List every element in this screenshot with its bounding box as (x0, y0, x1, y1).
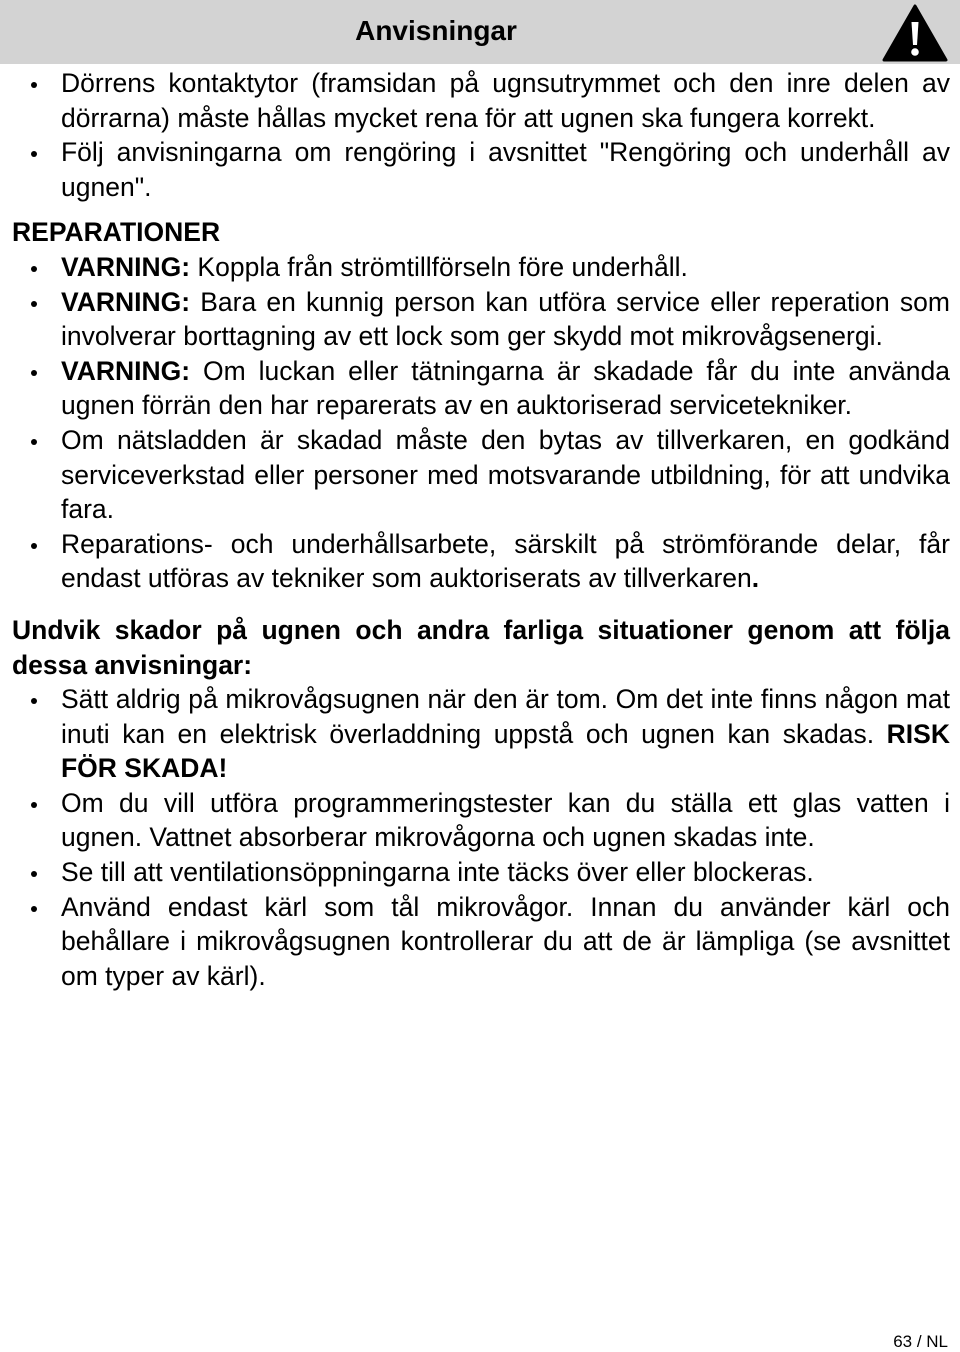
list-item-text: Sätt aldrig på mikrovågsugnen när den är tom. Om det inte finns någon mat inuti kan en elektrisk överladdning uppstå och ugnen kan skadas. (61, 684, 950, 749)
list-item-text: Bara en kunnig person kan utföra service eller reperation som involverar borttagning av ett lock som ger skydd mot mikrovågsenergi. (61, 286, 950, 352)
page-number: 63 / NL (893, 1332, 948, 1351)
document-body (12, 66, 950, 993)
list-item-text: Koppla från strömtillförseln före underhåll. (190, 251, 688, 282)
list-item (12, 285, 950, 354)
list-item-text: Se till att ventilationsöppningarna inte täcks över eller blockeras. (61, 857, 814, 888)
list-item-text: Om nätsladden är skadad måste den bytas av tillverkaren, en godkänd serviceverkstad eller personer med motsvarande utbildning, för att undvika fara. (61, 424, 950, 525)
list-item-text: Använd endast kärl som tål mikrovågor. Innan du använder kärl och behållare i mikrovågsugnen kontrollerar du att de är lämpliga (se avsnittet om typer av kärl). (61, 891, 950, 991)
warning-lead: VARNING: (61, 355, 191, 386)
list-item-text: Om du vill utföra programmeringstester kan du ställa ett glas vatten i ugnen. Vattnet absorberar mikrovågorna och ugnen skadas inte. (61, 787, 950, 853)
list-item-text: Reparations- och underhållsarbete, särskilt på strömförande delar, får endast utföras av tekniker som auktoriserats av tillverkaren (61, 528, 950, 594)
list-item (12, 423, 950, 527)
list-item (12, 250, 950, 285)
list-item-tail: . (751, 563, 760, 594)
section-title: Anvisningar (355, 15, 517, 46)
list-item (12, 354, 950, 423)
list-item (12, 855, 950, 890)
intro-list (12, 66, 950, 204)
list-item (12, 890, 950, 994)
warning-lead: VARNING: (61, 286, 191, 317)
list-item (12, 66, 950, 135)
list-item (12, 135, 950, 204)
avoid-list (12, 682, 950, 993)
repairs-heading: REPARATIONER (12, 217, 221, 248)
list-item (12, 786, 950, 855)
warning-lead: VARNING: (61, 251, 191, 282)
list-item-text: Följ anvisningarna om rengöring i avsnittet "Rengöring och underhåll av ugnen". (61, 137, 950, 202)
risk-emphasis: RISK FÖR SKADA! (61, 718, 950, 784)
list-item (12, 527, 950, 596)
avoid-heading: Undvik skador på ugnen och andra farliga situationer genom att följa dessa anvisningar: (12, 614, 950, 680)
list-item (12, 682, 950, 786)
warning-triangle-icon (880, 2, 950, 64)
section-header-bar (0, 0, 960, 64)
list-item-text: Dörrens kontaktytor (framsidan på ugnsutrymmet och den inre delen av dörrarna) måste hållas mycket rena för att ugnen ska fungera korrekt. (61, 68, 950, 133)
repairs-list (12, 250, 950, 596)
list-item-text: Om luckan eller tätningarna är skadade får du inte använda ugnen förrän den har reparerats av en auktoriserad servicetekniker. (61, 355, 950, 421)
